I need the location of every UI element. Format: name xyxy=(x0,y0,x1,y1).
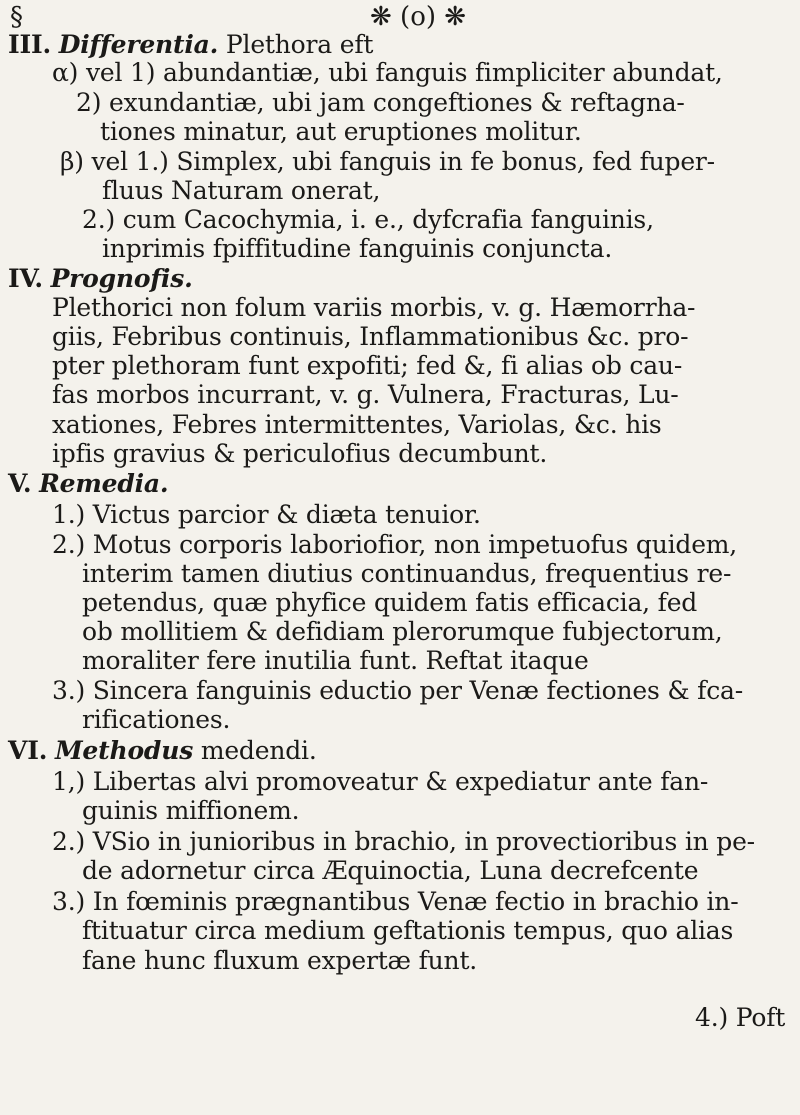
section-title: Prognofis. xyxy=(50,264,193,293)
text-line: inprimis fpiffitudine fanguinis conjuncta. xyxy=(102,234,613,263)
text-line: 2.) Motus corporis laboriofior, non impetuofus quidem, xyxy=(52,530,738,559)
section-numeral: V. xyxy=(8,469,32,498)
text-line: xationes, Febres intermittentes, Variolas, &c. his xyxy=(52,410,662,439)
text-line: ftituatur circa medium geftationis tempus, quo alias xyxy=(82,916,734,945)
text-line: 3.) In fœminis prægnantibus Venæ fectio in brachio in- xyxy=(52,887,739,916)
section-iii-heading xyxy=(8,30,373,60)
text-line: α) vel 1) abundantiæ, ubi fanguis fimpliciter abundat, xyxy=(52,58,723,87)
catchword: 4.) Poft xyxy=(695,1003,786,1032)
text-line: ob mollitiem & defidiam plerorumque fubjectorum, xyxy=(82,617,723,646)
section-title: Remedia. xyxy=(39,469,169,498)
text-line: fluus Naturam onerat, xyxy=(102,176,381,205)
text-line: petendus, quæ phyfice quidem fatis efficacia, fed xyxy=(82,588,698,617)
section-v-heading xyxy=(8,469,168,499)
text-line: Plethorici non folum variis morbis, v. g. Hæmorrha- xyxy=(52,293,696,322)
text-line: de adornetur circa Æquinoctia, Luna decrefcente xyxy=(82,856,699,885)
section-numeral: IV. xyxy=(8,264,43,293)
text: medendi. xyxy=(200,736,317,765)
text-line: 3.) Sincera fanguinis eductio per Venæ fectiones & fca- xyxy=(52,676,743,705)
section-iv-heading xyxy=(8,264,193,294)
section-vi-heading xyxy=(8,736,317,766)
text-line: 2) exundantiæ, ubi jam congeftiones & reftagna- xyxy=(76,88,685,117)
text-line: β) vel 1.) Simplex, ubi fanguis in fe bonus, fed fuper- xyxy=(60,147,715,176)
section-numeral: III. xyxy=(8,30,51,59)
text-line: 2.) VSio in junioribus in brachio, in provectioribus in pe- xyxy=(52,827,755,856)
section-title: Methodus xyxy=(54,736,194,765)
text-line: fane hunc fluxum expertæ funt. xyxy=(82,946,478,975)
text-line: ipfis gravius & periculofius decumbunt. xyxy=(52,439,548,468)
text-line: giis, Febribus continuis, Inflammationibus &c. pro- xyxy=(52,322,689,351)
text-line: 2.) cum Cacochymia, i. e., dyfcrafia fanguinis, xyxy=(82,205,654,234)
text-line: 1,) Libertas alvi promoveatur & expediatur ante fan- xyxy=(52,767,709,796)
text: Plethora eft xyxy=(225,30,374,59)
text-line: fas morbos incurrant, v. g. Vulnera, Fracturas, Lu- xyxy=(52,380,679,409)
section-title: Differentia. xyxy=(58,30,219,59)
text-line: 1.) Victus parcior & diæta tenuior. xyxy=(52,500,481,529)
text-line: tiones minatur, aut eruptiones molitur. xyxy=(100,117,582,146)
text-line: rificationes. xyxy=(82,705,231,734)
text-line: pter plethoram funt expofiti; fed &, fi alias ob cau- xyxy=(52,351,683,380)
text-line: guinis miffionem. xyxy=(82,796,300,825)
text-line: interim tamen diutius continuandus, frequentius re- xyxy=(82,559,732,588)
text-line: moraliter fere inutilia funt. Reftat itaque xyxy=(82,646,589,675)
page-mark: § xyxy=(10,2,23,32)
page-number: ❋ (o) ❋ xyxy=(370,2,467,32)
section-numeral: VI. xyxy=(8,736,48,765)
